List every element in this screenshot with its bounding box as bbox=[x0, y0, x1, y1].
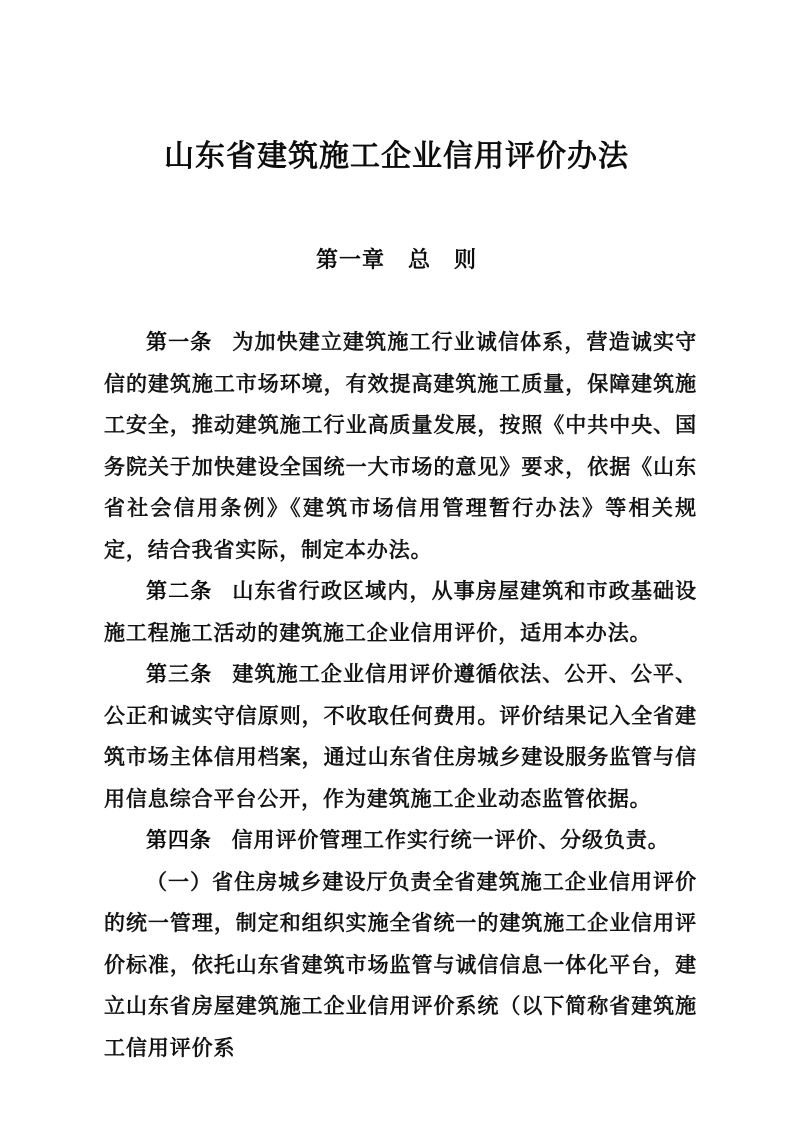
paragraph-article-1 bbox=[104, 322, 697, 571]
article-2-text: 山东省行政区域内，从事房屋建筑和市政基础设施工程施工活动的建筑施工企业信用评价，适用本办法。 bbox=[104, 579, 697, 645]
paragraph-article-2 bbox=[104, 571, 697, 654]
document-body bbox=[104, 274, 697, 1069]
document-title: 山东省建筑施工企业信用评价办法 bbox=[164, 140, 629, 173]
chapter-heading: 第一章 总 则 bbox=[315, 247, 477, 272]
article-3-text: 建筑施工企业信用评价遵循依法、公开、公平、公正和诚实守信原则，不收取任何费用。评价结果记入全省建筑市场主体信用档案，通过山东省住房城乡建设服务监管与信用信息综合平台公开，作为建筑施工企业动态监管依据。 bbox=[104, 662, 697, 811]
article-4-text: 信用评价管理工作实行统一评价、分级负责。 bbox=[231, 828, 670, 852]
paragraph-article-3 bbox=[104, 654, 697, 820]
paragraph-article-4 bbox=[104, 820, 697, 862]
article-1-text: 为加快建立建筑施工行业诚信体系，营造诚实守信的建筑施工市场环境，有效提高建筑施工质量，保障建筑施工安全，推动建筑施工行业高质量发展，按照《中共中央、国务院关于加快建设全国统一大市场的意见》要求，依据《山东省社会信用条例》《建筑市场信用管理暂行办法》等相关规定，结合我省实际，制定本办法。 bbox=[104, 330, 697, 562]
article-4-label: 第四条 bbox=[146, 828, 212, 852]
paragraph-article-4-item-1 bbox=[104, 862, 697, 1070]
article-2-label: 第二条 bbox=[146, 579, 213, 603]
article-3-label: 第三条 bbox=[146, 662, 213, 686]
article-4-item-1-text: （一）省住房城乡建设厅负责全省建筑施工企业信用评价的统一管理，制定和组织实施全省统一的建筑施工企业信用评价标准，依托山东省建筑市场监管与诚信信息一体化平台，建立山东省房屋建筑施工企业信用评价系统（以下简称省建筑施工信用评价系 bbox=[104, 869, 697, 1060]
article-1-label: 第一条 bbox=[146, 330, 213, 354]
